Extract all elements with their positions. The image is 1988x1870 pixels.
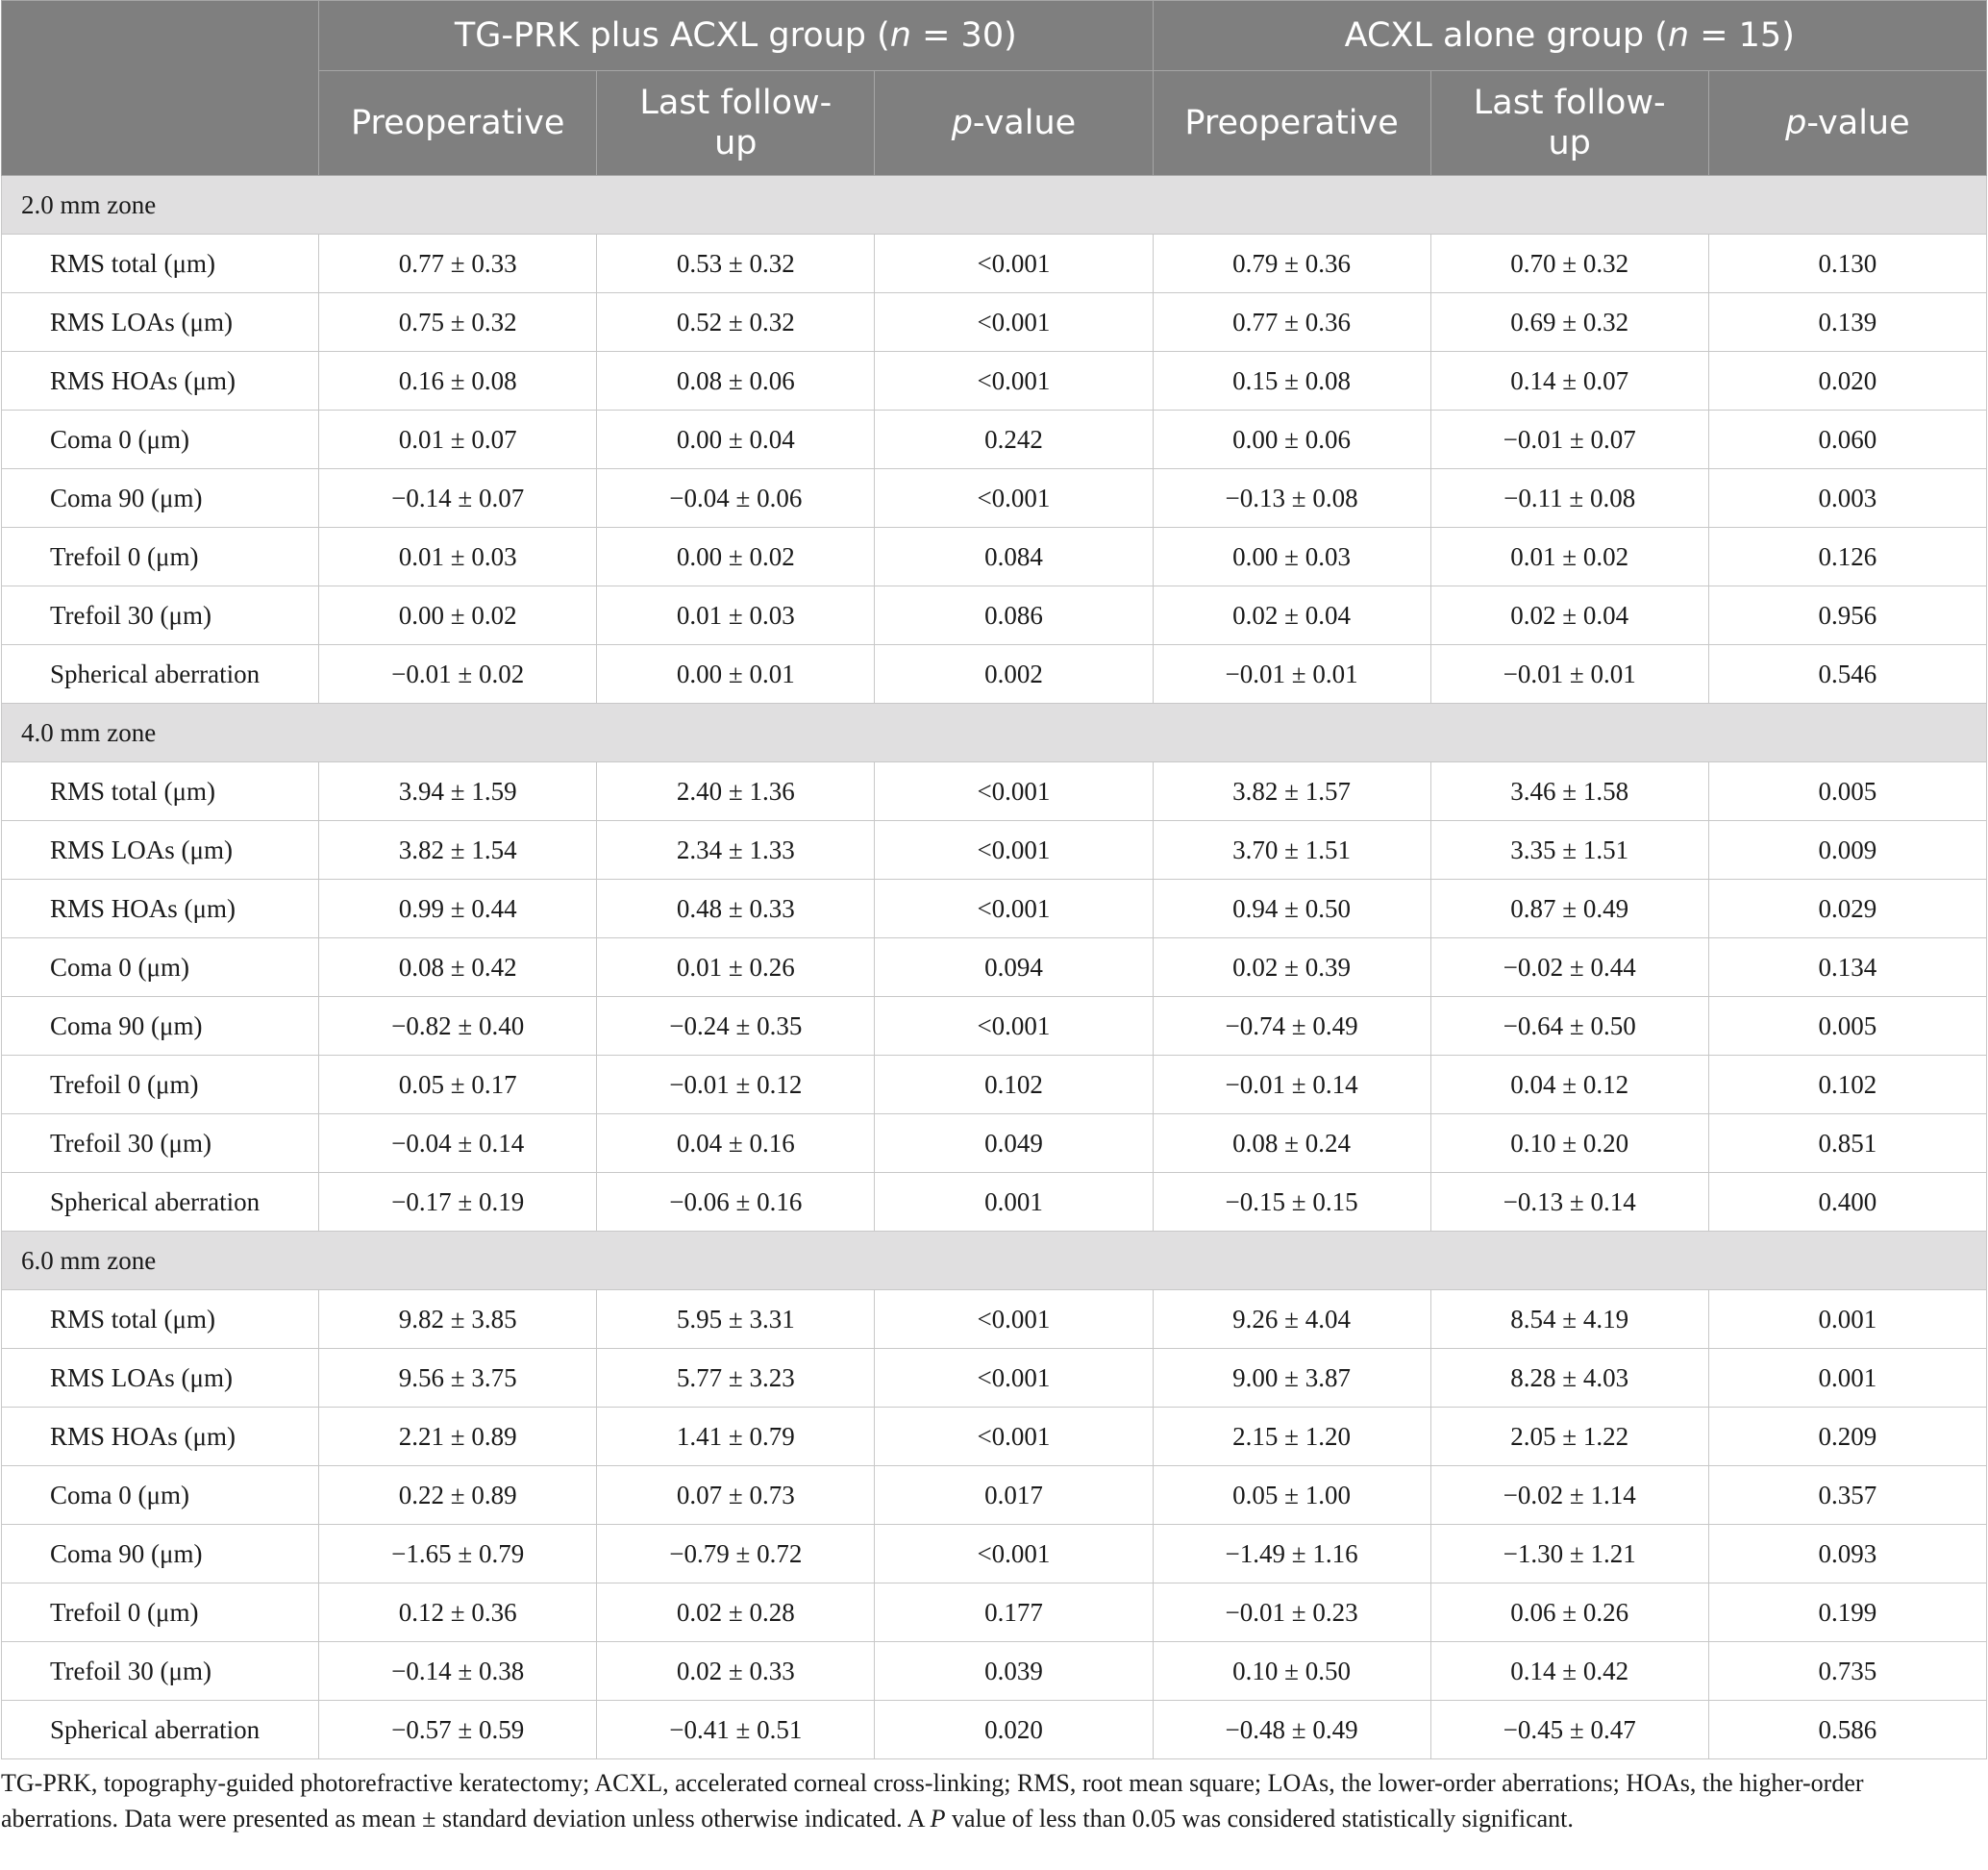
row-label: Spherical aberration — [2, 1701, 319, 1759]
row-label: RMS total (μm) — [2, 1290, 319, 1349]
cell-acxl-last-follow-up: 0.01 ± 0.02 — [1430, 528, 1708, 586]
cell-tgprk-last-follow-up: 0.48 ± 0.33 — [597, 880, 875, 938]
cell-tgprk-p-value: 0.102 — [875, 1056, 1153, 1114]
cell-acxl-last-follow-up: 2.05 ± 1.22 — [1430, 1408, 1708, 1466]
cell-acxl-preoperative: −0.01 ± 0.14 — [1153, 1056, 1430, 1114]
group2-n: n — [1667, 16, 1690, 55]
cell-tgprk-preoperative: 0.75 ± 0.32 — [319, 293, 597, 352]
table-row — [2, 645, 1987, 704]
row-label: Coma 90 (μm) — [2, 1525, 319, 1583]
table-header — [2, 1, 1987, 176]
table-row — [2, 1701, 1987, 1759]
cell-tgprk-preoperative: 0.01 ± 0.03 — [319, 528, 597, 586]
cell-tgprk-preoperative: 0.05 ± 0.17 — [319, 1056, 597, 1114]
header-p-italic: p — [951, 104, 973, 142]
cell-acxl-preoperative: 0.02 ± 0.39 — [1153, 938, 1430, 997]
cell-acxl-last-follow-up: 0.14 ± 0.42 — [1430, 1642, 1708, 1701]
header-p-value — [1708, 71, 1986, 176]
section-header-row — [2, 704, 1987, 762]
table-row — [2, 528, 1987, 586]
cell-acxl-p-value: 0.139 — [1708, 293, 1986, 352]
cell-tgprk-last-follow-up: 1.41 ± 0.79 — [597, 1408, 875, 1466]
table-row — [2, 1290, 1987, 1349]
cell-acxl-last-follow-up: −0.01 ± 0.07 — [1430, 411, 1708, 469]
cell-acxl-preoperative: 0.05 ± 1.00 — [1153, 1466, 1430, 1525]
cell-tgprk-preoperative: −0.04 ± 0.14 — [319, 1114, 597, 1173]
header-p-value — [875, 71, 1153, 176]
header-p-italic: p — [1785, 104, 1807, 142]
row-label: Trefoil 0 (μm) — [2, 1056, 319, 1114]
cell-acxl-last-follow-up: 3.35 ± 1.51 — [1430, 821, 1708, 880]
cell-acxl-last-follow-up: −0.13 ± 0.14 — [1430, 1173, 1708, 1232]
cell-tgprk-preoperative: 3.82 ± 1.54 — [319, 821, 597, 880]
cell-acxl-last-follow-up: 0.87 ± 0.49 — [1430, 880, 1708, 938]
cell-acxl-last-follow-up: 0.10 ± 0.20 — [1430, 1114, 1708, 1173]
cell-acxl-p-value: 0.003 — [1708, 469, 1986, 528]
cell-tgprk-p-value: <0.001 — [875, 469, 1153, 528]
cell-acxl-preoperative: −0.15 ± 0.15 — [1153, 1173, 1430, 1232]
header-last-line2: up — [1548, 124, 1591, 162]
group2-count: = 15) — [1689, 16, 1795, 55]
cell-acxl-p-value: 0.130 — [1708, 235, 1986, 293]
row-label: RMS total (μm) — [2, 762, 319, 821]
cell-acxl-p-value: 0.005 — [1708, 997, 1986, 1056]
cell-acxl-last-follow-up: 3.46 ± 1.58 — [1430, 762, 1708, 821]
cell-tgprk-preoperative: 3.94 ± 1.59 — [319, 762, 597, 821]
header-preoperative — [1153, 71, 1430, 176]
header-last-line1: Last follow- — [639, 84, 832, 122]
cell-acxl-p-value: 0.001 — [1708, 1290, 1986, 1349]
cell-acxl-preoperative: 0.02 ± 0.04 — [1153, 586, 1430, 645]
table-row — [2, 762, 1987, 821]
cell-acxl-preoperative: 0.15 ± 0.08 — [1153, 352, 1430, 411]
cell-acxl-last-follow-up: −1.30 ± 1.21 — [1430, 1525, 1708, 1583]
cell-tgprk-preoperative: −0.17 ± 0.19 — [319, 1173, 597, 1232]
row-label: Trefoil 30 (μm) — [2, 1642, 319, 1701]
cell-acxl-preoperative: 0.10 ± 0.50 — [1153, 1642, 1430, 1701]
cell-acxl-preoperative: 0.77 ± 0.36 — [1153, 293, 1430, 352]
cell-tgprk-preoperative: −0.14 ± 0.38 — [319, 1642, 597, 1701]
group2-title: ACXL alone group ( — [1344, 16, 1668, 55]
cell-acxl-p-value: 0.102 — [1708, 1056, 1986, 1114]
cell-tgprk-p-value: <0.001 — [875, 762, 1153, 821]
cell-acxl-p-value: 0.134 — [1708, 938, 1986, 997]
header-group-acxl — [1153, 1, 1986, 71]
row-label: RMS LOAs (μm) — [2, 293, 319, 352]
cell-tgprk-last-follow-up: 0.07 ± 0.73 — [597, 1466, 875, 1525]
cell-acxl-last-follow-up: 0.04 ± 0.12 — [1430, 1056, 1708, 1114]
row-label: RMS HOAs (μm) — [2, 1408, 319, 1466]
cell-tgprk-preoperative: 9.82 ± 3.85 — [319, 1290, 597, 1349]
table-row — [2, 469, 1987, 528]
cell-tgprk-preoperative: 0.77 ± 0.33 — [319, 235, 597, 293]
cell-tgprk-p-value: <0.001 — [875, 997, 1153, 1056]
cell-tgprk-p-value: <0.001 — [875, 1525, 1153, 1583]
cell-acxl-preoperative: −0.01 ± 0.23 — [1153, 1583, 1430, 1642]
section-title: 4.0 mm zone — [2, 704, 1987, 762]
table-row — [2, 1408, 1987, 1466]
table-row — [2, 586, 1987, 645]
table-row — [2, 1114, 1987, 1173]
group1-n: n — [889, 16, 911, 55]
cell-acxl-preoperative: 0.79 ± 0.36 — [1153, 235, 1430, 293]
table-row — [2, 352, 1987, 411]
cell-tgprk-p-value: 0.177 — [875, 1583, 1153, 1642]
cell-tgprk-p-value: 0.049 — [875, 1114, 1153, 1173]
table-row — [2, 997, 1987, 1056]
cell-tgprk-p-value: <0.001 — [875, 293, 1153, 352]
cell-acxl-p-value: 0.126 — [1708, 528, 1986, 586]
cell-acxl-preoperative: 0.00 ± 0.03 — [1153, 528, 1430, 586]
section-header-row — [2, 176, 1987, 235]
cell-tgprk-preoperative: 0.12 ± 0.36 — [319, 1583, 597, 1642]
footnote-text-2: value of less than 0.05 was considered statistically significant. — [945, 1805, 1574, 1833]
cell-tgprk-preoperative: 0.08 ± 0.42 — [319, 938, 597, 997]
table-footnote — [0, 1759, 1981, 1836]
table-body — [2, 176, 1987, 1759]
table-row — [2, 235, 1987, 293]
cell-acxl-p-value: 0.060 — [1708, 411, 1986, 469]
cell-acxl-p-value: 0.735 — [1708, 1642, 1986, 1701]
section-title: 2.0 mm zone — [2, 176, 1987, 235]
header-last-line1: Last follow- — [1473, 84, 1666, 122]
cell-tgprk-last-follow-up: 0.01 ± 0.03 — [597, 586, 875, 645]
cell-tgprk-last-follow-up: −0.79 ± 0.72 — [597, 1525, 875, 1583]
cell-tgprk-p-value: 0.020 — [875, 1701, 1153, 1759]
row-label: Trefoil 30 (μm) — [2, 1114, 319, 1173]
cell-tgprk-p-value: <0.001 — [875, 1408, 1153, 1466]
cell-acxl-p-value: 0.546 — [1708, 645, 1986, 704]
cell-tgprk-last-follow-up: 0.04 ± 0.16 — [597, 1114, 875, 1173]
row-label: Coma 90 (μm) — [2, 469, 319, 528]
cell-tgprk-last-follow-up: 2.34 ± 1.33 — [597, 821, 875, 880]
cell-tgprk-preoperative: 0.00 ± 0.02 — [319, 586, 597, 645]
header-p-rest: -value — [972, 104, 1077, 142]
footnote-text-1: TG-PRK, topography-guided photorefractive keratectomy; ACXL, accelerated corneal cross-linking; RMS, root mean square; LOAs, the lower-order aberrations; HOAs, the higher-order aberrations. Data were presented as mean ± standard deviation unless otherwise indicated. A — [1, 1769, 1864, 1833]
cell-acxl-p-value: 0.005 — [1708, 762, 1986, 821]
cell-tgprk-p-value: <0.001 — [875, 235, 1153, 293]
row-label: RMS HOAs (μm) — [2, 352, 319, 411]
header-blank-cell — [2, 1, 319, 176]
cell-tgprk-p-value: 0.039 — [875, 1642, 1153, 1701]
table-row — [2, 1349, 1987, 1408]
aberration-table — [1, 0, 1987, 1759]
row-label: Coma 0 (μm) — [2, 1466, 319, 1525]
cell-acxl-preoperative: −0.74 ± 0.49 — [1153, 997, 1430, 1056]
cell-tgprk-last-follow-up: 0.08 ± 0.06 — [597, 352, 875, 411]
table-row — [2, 1525, 1987, 1583]
cell-tgprk-p-value: 0.002 — [875, 645, 1153, 704]
cell-tgprk-last-follow-up: 0.53 ± 0.32 — [597, 235, 875, 293]
cell-tgprk-last-follow-up: 0.01 ± 0.26 — [597, 938, 875, 997]
cell-acxl-p-value: 0.209 — [1708, 1408, 1986, 1466]
cell-acxl-preoperative: −0.01 ± 0.01 — [1153, 645, 1430, 704]
row-label: RMS HOAs (μm) — [2, 880, 319, 938]
cell-tgprk-p-value: 0.017 — [875, 1466, 1153, 1525]
cell-tgprk-last-follow-up: 0.52 ± 0.32 — [597, 293, 875, 352]
cell-tgprk-last-follow-up: 0.02 ± 0.28 — [597, 1583, 875, 1642]
cell-tgprk-preoperative: −0.01 ± 0.02 — [319, 645, 597, 704]
cell-acxl-preoperative: 3.70 ± 1.51 — [1153, 821, 1430, 880]
cell-acxl-preoperative: 2.15 ± 1.20 — [1153, 1408, 1430, 1466]
cell-acxl-last-follow-up: 0.70 ± 0.32 — [1430, 235, 1708, 293]
header-p-rest: -value — [1806, 104, 1910, 142]
footnote-p-italic: P — [930, 1805, 946, 1833]
section-header-row — [2, 1232, 1987, 1290]
cell-tgprk-last-follow-up: −0.24 ± 0.35 — [597, 997, 875, 1056]
cell-tgprk-preoperative: 0.22 ± 0.89 — [319, 1466, 597, 1525]
row-label: Coma 0 (μm) — [2, 411, 319, 469]
cell-acxl-p-value: 0.093 — [1708, 1525, 1986, 1583]
cell-acxl-last-follow-up: −0.64 ± 0.50 — [1430, 997, 1708, 1056]
table-row — [2, 411, 1987, 469]
table-row — [2, 1583, 1987, 1642]
row-label: Spherical aberration — [2, 1173, 319, 1232]
cell-tgprk-p-value: <0.001 — [875, 821, 1153, 880]
cell-tgprk-p-value: 0.242 — [875, 411, 1153, 469]
table-row — [2, 938, 1987, 997]
cell-tgprk-last-follow-up: −0.41 ± 0.51 — [597, 1701, 875, 1759]
cell-tgprk-preoperative: 9.56 ± 3.75 — [319, 1349, 597, 1408]
table-row — [2, 1466, 1987, 1525]
group1-count: = 30) — [910, 16, 1017, 55]
cell-acxl-p-value: 0.956 — [1708, 586, 1986, 645]
row-label: Coma 0 (μm) — [2, 938, 319, 997]
header-pre-label: Preoperative — [351, 104, 565, 142]
cell-tgprk-last-follow-up: −0.06 ± 0.16 — [597, 1173, 875, 1232]
cell-acxl-p-value: 0.009 — [1708, 821, 1986, 880]
header-last-follow-up — [597, 71, 875, 176]
cell-acxl-last-follow-up: 0.14 ± 0.07 — [1430, 352, 1708, 411]
cell-acxl-last-follow-up: 0.02 ± 0.04 — [1430, 586, 1708, 645]
cell-acxl-last-follow-up: 8.28 ± 4.03 — [1430, 1349, 1708, 1408]
table-row — [2, 1056, 1987, 1114]
group1-title: TG-PRK plus ACXL group ( — [454, 16, 890, 55]
cell-acxl-p-value: 0.400 — [1708, 1173, 1986, 1232]
cell-tgprk-preoperative: −1.65 ± 0.79 — [319, 1525, 597, 1583]
cell-acxl-p-value: 0.001 — [1708, 1349, 1986, 1408]
cell-tgprk-last-follow-up: 5.95 ± 3.31 — [597, 1290, 875, 1349]
header-pre-label: Preoperative — [1184, 104, 1399, 142]
cell-acxl-p-value: 0.199 — [1708, 1583, 1986, 1642]
cell-tgprk-preoperative: −0.14 ± 0.07 — [319, 469, 597, 528]
cell-acxl-preoperative: 3.82 ± 1.57 — [1153, 762, 1430, 821]
header-preoperative — [319, 71, 597, 176]
cell-acxl-last-follow-up: −0.11 ± 0.08 — [1430, 469, 1708, 528]
cell-tgprk-last-follow-up: 0.02 ± 0.33 — [597, 1642, 875, 1701]
cell-acxl-p-value: 0.357 — [1708, 1466, 1986, 1525]
row-label: RMS total (μm) — [2, 235, 319, 293]
table-row — [2, 293, 1987, 352]
header-last-follow-up — [1430, 71, 1708, 176]
cell-acxl-last-follow-up: −0.01 ± 0.01 — [1430, 645, 1708, 704]
cell-tgprk-preoperative: −0.57 ± 0.59 — [319, 1701, 597, 1759]
row-label: Spherical aberration — [2, 645, 319, 704]
cell-tgprk-preoperative: 0.01 ± 0.07 — [319, 411, 597, 469]
cell-acxl-preoperative: 0.00 ± 0.06 — [1153, 411, 1430, 469]
cell-tgprk-p-value: 0.001 — [875, 1173, 1153, 1232]
cell-tgprk-last-follow-up: 2.40 ± 1.36 — [597, 762, 875, 821]
cell-acxl-last-follow-up: 0.69 ± 0.32 — [1430, 293, 1708, 352]
table-row — [2, 1642, 1987, 1701]
cell-acxl-p-value: 0.851 — [1708, 1114, 1986, 1173]
cell-tgprk-p-value: 0.084 — [875, 528, 1153, 586]
cell-acxl-last-follow-up: 0.06 ± 0.26 — [1430, 1583, 1708, 1642]
cell-tgprk-p-value: <0.001 — [875, 1290, 1153, 1349]
cell-acxl-last-follow-up: 8.54 ± 4.19 — [1430, 1290, 1708, 1349]
cell-tgprk-preoperative: 0.99 ± 0.44 — [319, 880, 597, 938]
cell-tgprk-p-value: 0.094 — [875, 938, 1153, 997]
cell-tgprk-p-value: <0.001 — [875, 880, 1153, 938]
cell-acxl-preoperative: 0.94 ± 0.50 — [1153, 880, 1430, 938]
cell-tgprk-p-value: <0.001 — [875, 352, 1153, 411]
cell-acxl-p-value: 0.020 — [1708, 352, 1986, 411]
cell-tgprk-last-follow-up: 0.00 ± 0.04 — [597, 411, 875, 469]
cell-acxl-last-follow-up: −0.45 ± 0.47 — [1430, 1701, 1708, 1759]
section-title: 6.0 mm zone — [2, 1232, 1987, 1290]
table-row — [2, 880, 1987, 938]
cell-tgprk-p-value: <0.001 — [875, 1349, 1153, 1408]
cell-tgprk-preoperative: −0.82 ± 0.40 — [319, 997, 597, 1056]
cell-tgprk-last-follow-up: 5.77 ± 3.23 — [597, 1349, 875, 1408]
table-row — [2, 1173, 1987, 1232]
cell-acxl-preoperative: 9.26 ± 4.04 — [1153, 1290, 1430, 1349]
cell-acxl-p-value: 0.029 — [1708, 880, 1986, 938]
cell-tgprk-preoperative: 2.21 ± 0.89 — [319, 1408, 597, 1466]
cell-tgprk-last-follow-up: 0.00 ± 0.01 — [597, 645, 875, 704]
cell-tgprk-last-follow-up: −0.01 ± 0.12 — [597, 1056, 875, 1114]
cell-acxl-preoperative: −0.48 ± 0.49 — [1153, 1701, 1430, 1759]
row-label: Trefoil 0 (μm) — [2, 528, 319, 586]
row-label: Trefoil 30 (μm) — [2, 586, 319, 645]
row-label: RMS LOAs (μm) — [2, 1349, 319, 1408]
cell-acxl-preoperative: 9.00 ± 3.87 — [1153, 1349, 1430, 1408]
header-last-line2: up — [714, 124, 758, 162]
header-group-tgprk — [319, 1, 1153, 71]
cell-acxl-p-value: 0.586 — [1708, 1701, 1986, 1759]
cell-acxl-preoperative: −0.13 ± 0.08 — [1153, 469, 1430, 528]
cell-tgprk-preoperative: 0.16 ± 0.08 — [319, 352, 597, 411]
table-row — [2, 821, 1987, 880]
cell-tgprk-last-follow-up: −0.04 ± 0.06 — [597, 469, 875, 528]
cell-tgprk-p-value: 0.086 — [875, 586, 1153, 645]
row-label: Trefoil 0 (μm) — [2, 1583, 319, 1642]
cell-acxl-last-follow-up: −0.02 ± 0.44 — [1430, 938, 1708, 997]
cell-acxl-preoperative: 0.08 ± 0.24 — [1153, 1114, 1430, 1173]
cell-acxl-preoperative: −1.49 ± 1.16 — [1153, 1525, 1430, 1583]
cell-tgprk-last-follow-up: 0.00 ± 0.02 — [597, 528, 875, 586]
cell-acxl-last-follow-up: −0.02 ± 1.14 — [1430, 1466, 1708, 1525]
row-label: Coma 90 (μm) — [2, 997, 319, 1056]
row-label: RMS LOAs (μm) — [2, 821, 319, 880]
